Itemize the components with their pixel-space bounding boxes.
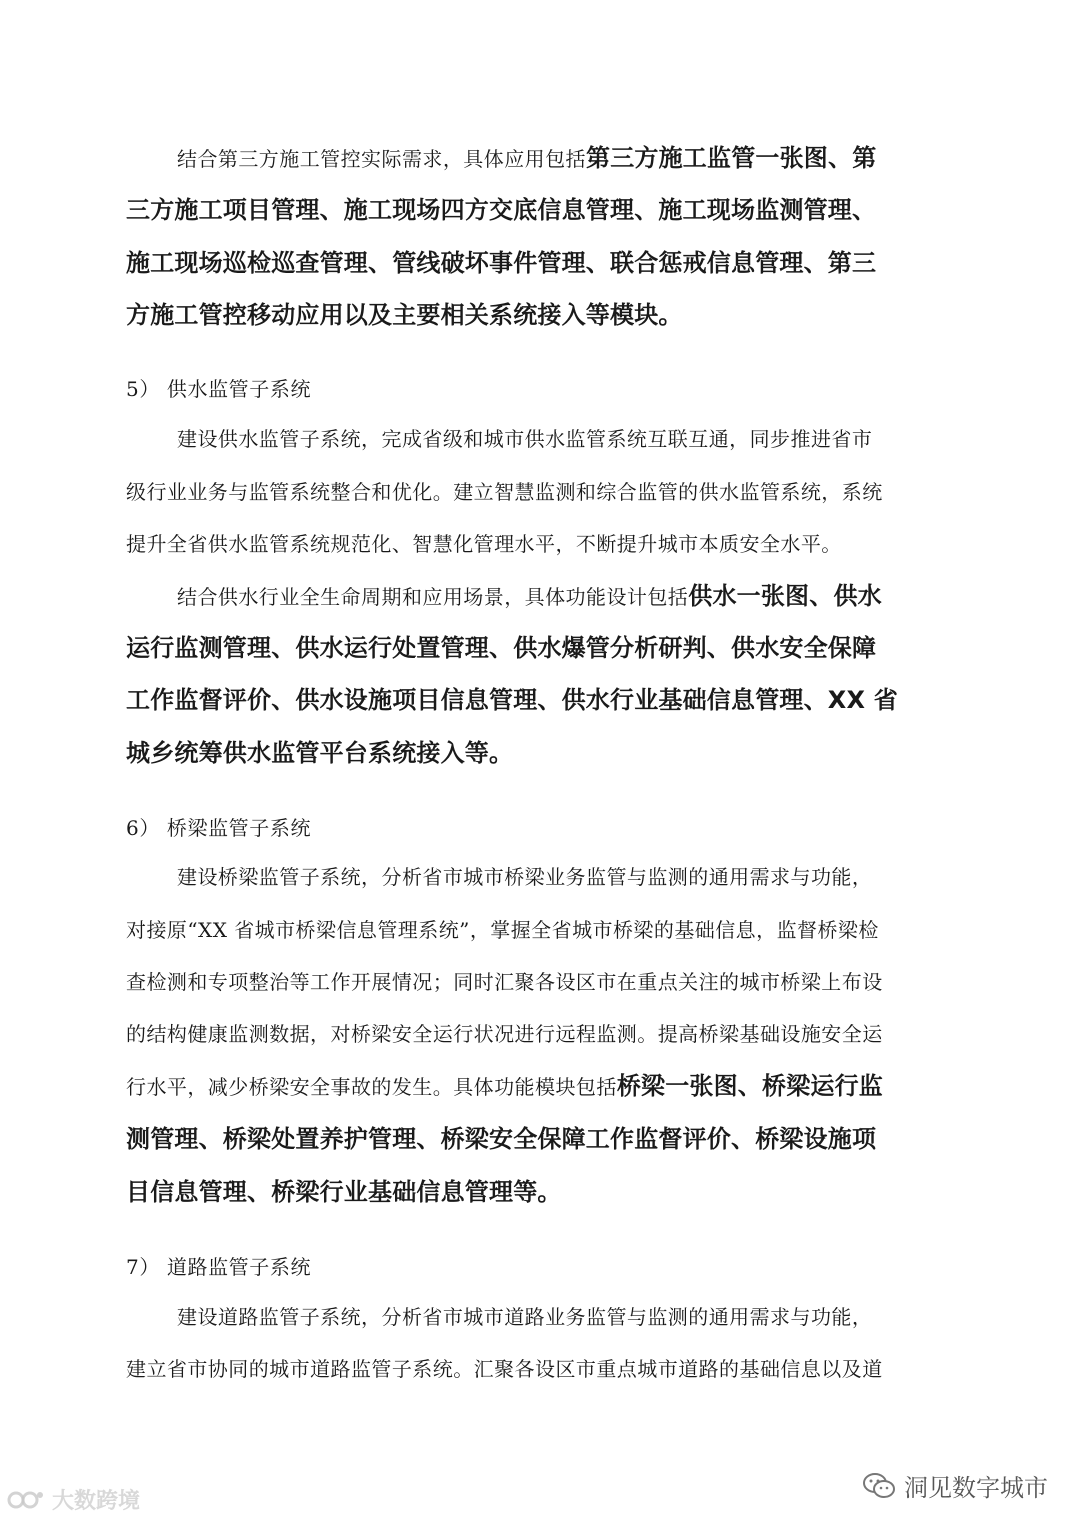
section5-p1-line3: 提升全省供水监管系统规范化、智慧化管理水平，不断提升城市本质安全水平。 [126,532,842,556]
section5-p2-line1 [177,581,882,611]
wechat-icon [862,1471,896,1501]
watermark-right [862,1468,1048,1503]
section5-p2-line4: 城乡统筹供水监管平台系统接入等。 [126,739,514,767]
section5-p2-line1-normal: 结合供水行业全生命周期和应用场景，具体功能设计包括 [177,585,689,609]
watermark-left [6,1484,140,1515]
para1-line2: 三方施工项目管理、施工现场四方交底信息管理、施工现场监测管理、 [126,196,877,224]
para1-line3: 施工现场巡检巡查管理、管线破坏事件管理、联合惩戒信息管理、第三 [126,249,877,277]
brand-logo-icon [6,1487,46,1513]
section5-p2-line1-bold: 供水一张图、供水 [688,582,882,610]
section5-p1-line1: 建设供水监管子系统，完成省级和城市供水监管系统互联互通，同步推进省市 [177,427,873,451]
section6-heading: 6） 桥梁监管子系统 [126,816,312,840]
section7-p1-line1: 建设道路监管子系统，分析省市城市道路业务监管与监测的通用需求与功能， [177,1305,873,1329]
section5-p2-line3: 工作监督评价、供水设施项目信息管理、供水行业基础信息管理、XX 省 [126,686,898,714]
section7-p1-line2: 建立省市协同的城市道路监管子系统。汇聚各设区市重点城市道路的基础信息以及道 [126,1357,883,1381]
section6-p1-line3: 查检测和专项整治等工作开展情况；同时汇聚各设区市在重点关注的城市桥梁上布设 [126,970,883,994]
para1-line1 [177,143,876,173]
section6-p1-line5-normal: 行水平，减少桥梁安全事故的发生。具体功能模块包括 [126,1075,617,1099]
watermark-left-text: 大数跨境 [52,1489,141,1514]
section6-p1-line2: 对接原“XX 省城市桥梁信息管理系统”，掌握全省城市桥梁的基础信息，监督桥梁检 [126,918,879,942]
section6-p1-line5 [126,1071,883,1101]
para1-line4: 方施工管控移动应用以及主要相关系统接入等模块。 [126,301,683,329]
section7-heading: 7） 道路监管子系统 [126,1255,312,1279]
section5-heading: 5） 供水监管子系统 [126,377,312,401]
para1-line1-bold: 第三方施工监管一张图、第 [586,144,877,172]
watermark-right-text: 洞见数字城市 [904,1474,1048,1502]
section5-p1-line2: 级行业业务与监管系统整合和优化。建立智慧监测和综合监管的供水监管系统，系统 [126,480,883,504]
section6-p1-line4: 的结构健康监测数据，对桥梁安全运行状况进行远程监测。提高桥梁基础设施安全运 [126,1022,883,1046]
section6-p1-line1: 建设桥梁监管子系统，分析省市城市桥梁业务监管与监测的通用需求与功能， [177,865,873,889]
section6-bold-line1: 测管理、桥梁处置养护管理、桥梁安全保障工作监督评价、桥梁设施项 [126,1125,877,1153]
para1-line1-normal: 结合第三方施工管控实际需求，具体应用包括 [177,147,586,171]
section6-p1-line5-bold: 桥梁一张图、桥梁运行监 [616,1072,884,1100]
section5-p2-line2: 运行监测管理、供水运行处置管理、供水爆管分析研判、供水安全保障 [126,634,877,662]
section6-bold-line2: 目信息管理、桥梁行业基础信息管理等。 [126,1178,562,1206]
